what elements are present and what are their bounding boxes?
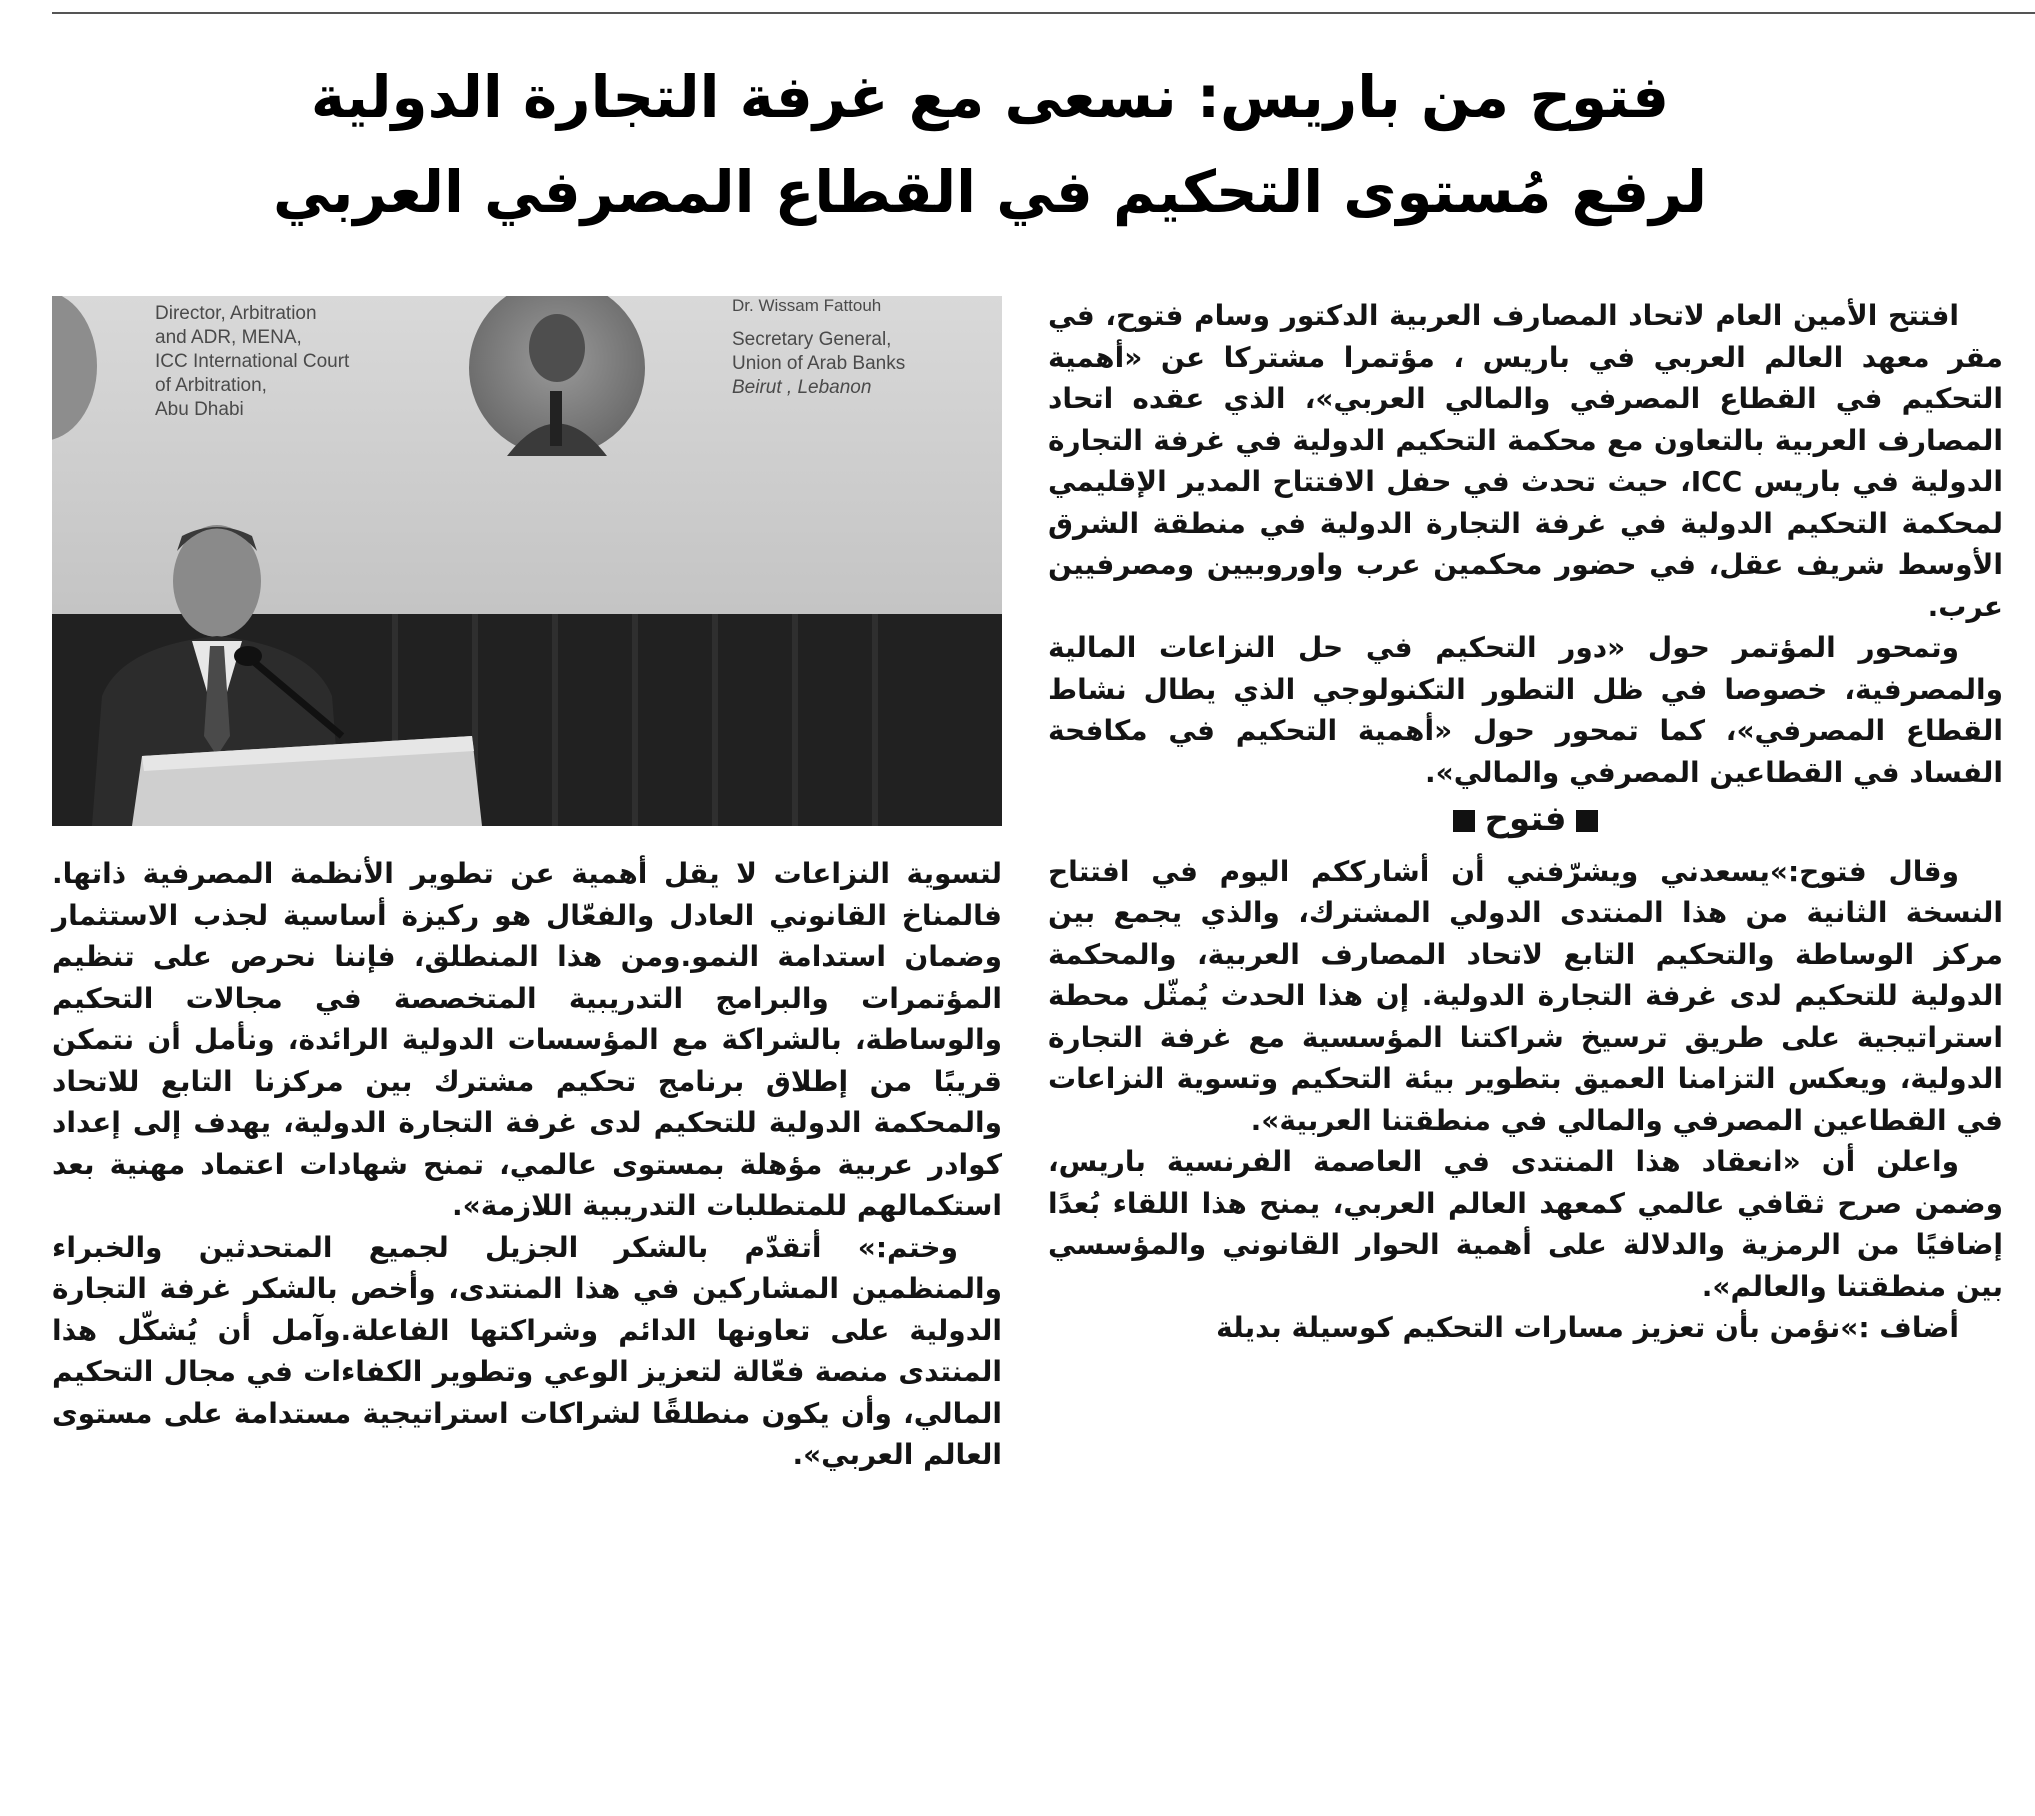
subhead-text: فتوح (1484, 799, 1567, 839)
screen-left-line: ICC International Court (155, 351, 350, 372)
paragraph: افتتح الأمين العام لاتحاد المصارف العربية الدكتور وسام فتوح، في مقر معهد العالم العربي في باريس ، مؤتمرا مشتركا عن «أهمية التحكيم في القطاع المصرفي والمالي العربي»، الذي عقده اتحاد المصارف العربية بالتعاون مع محكمة التحكيم الدولية في غرفة التجارة الدولية في باريس ICC، حيث تحدث في حفل الافتتاح المدير الإقليمي لمحكمة التحكيم الدولية في غرفة التجارة الدولية في منطقة الشرق الأوسط شريف عقل، في حضور محكمين عرب واوروبيين ومصرفيين عرب. (1048, 299, 2003, 623)
screen-left-caption (155, 302, 349, 422)
paragraph: وقال فتوح:»يسعدني ويشرّفني أن أشارككم اليوم في افتتاح النسخة الثانية من هذا المنتدى الدولي المشترك، والذي يجمع بين مركز الوساطة والتحكيم التابع لاتحاد المصارف العربية، والمحكمة الدولية للتحكيم لدى غرفة التجارة الدولية. إن هذا الحدث يُمثّل محطة استراتيجية على طريق ترسيخ شراكتنا المؤسسية مع غرفة التجارة الدولية، ويعكس التزامنا العميق بتطوير بيئة التحكيم وتسوية النزاعات في القطاعين المصرفي والمالي في منطقتنا العربية». (1048, 854, 2003, 1137)
screen-left-line: and ADR, MENA, (155, 327, 302, 348)
screen-right-caption (732, 328, 905, 400)
screen-right-line: Union of Arab Banks (732, 353, 906, 374)
top-rule (52, 12, 2035, 14)
article-photo (52, 296, 1002, 826)
screen-right-line: Beirut , Lebanon (732, 377, 872, 398)
screen-left-line: Abu Dhabi (155, 399, 244, 420)
headline-line-2: لرفع مُستوى التحكيم في القطاع المصرفي العربي (272, 158, 1708, 226)
screen-left-line: Director, Arbitration (155, 303, 317, 324)
screen-right-name: Dr. Wissam Fattouh (732, 296, 882, 315)
paragraph: أضاف :»نؤمن بأن تعزيز مسارات التحكيم كوسيلة بديلة (1216, 1311, 1959, 1344)
headline (120, 50, 1860, 240)
paragraph: واعلن أن «انعقاد هذا المنتدى في العاصمة الفرنسية باريس، وضمن صرح ثقافي عالمي كمعهد العالم العربي، يمنح هذا اللقاء بُعدًا إضافيًا من الرمزية والدلالة على أهمية الحوار القانوني والمؤسسي بين منطقتنا والعالم». (1048, 1145, 2003, 1303)
square-bullet-icon (1453, 810, 1475, 832)
paragraph: وتمحور المؤتمر حول «دور التحكيم في حل النزاعات المالية والمصرفية، خصوصا في ظل التطور التكنولوجي الذي يطال نشاط القطاع المصرفي»، كما تمحور حول «أهمية التحكيم في مكافحة الفساد في القطاعين المصرفي والمالي». (1048, 631, 2003, 789)
paragraph: لتسوية النزاعات لا يقل أهمية عن تطوير الأنظمة المصرفية ذاتها. فالمناخ القانوني العادل والفعّال هو ركيزة أساسية لجذب الاستثمار وضمان استدامة النمو.ومن هذا المنطلق، فإننا نحرص على تنظيم المؤتمرات والبرامج التدريبية المتخصصة في مجالات التحكيم والوساطة، بالشراكة مع المؤسسات الدولية الرائدة، ونأمل أن نتمكن قريبًا من إطلاق برنامج تحكيم مشترك بين مركزنا التابع للاتحاد والمحكمة الدولية للتحكيم لدى غرفة التجارة الدولية، يهدف إلى إعداد كوادر عربية مؤهلة بمستوى عالمي، تمنح شهادات اعتماد مهنية بعد استكمالهم للمتطلبات التدريبية اللازمة». (52, 857, 1002, 1222)
screen-left-line: of Arbitration, (155, 375, 267, 396)
article-column-right (1048, 295, 2003, 1349)
screen-right-line: Secretary General, (732, 329, 892, 350)
headline-line-1: فتوح من باريس: نسعى مع غرفة التجارة الدولية (310, 63, 1670, 131)
article-column-left (52, 853, 1002, 1476)
section-subhead (1048, 799, 2003, 841)
paragraph: وختم:» أتقدّم بالشكر الجزيل لجميع المتحدثين والخبراء والمنظمين المشاركين في هذا المنتدى، وأخص بالشكر غرفة التجارة الدولية على تعاونها الدائم وشراكتها الفاعلة.وآمل أن يُشكّل هذا المنتدى منصة فعّالة لتعزيز الوعي وتطوير الكفاءات في مجال التحكيم المالي، وأن يكون منطلقًا لشراكات استراتيجية مستدامة على مستوى العالم العربي». (52, 1230, 1002, 1471)
square-bullet-icon (1576, 810, 1598, 832)
